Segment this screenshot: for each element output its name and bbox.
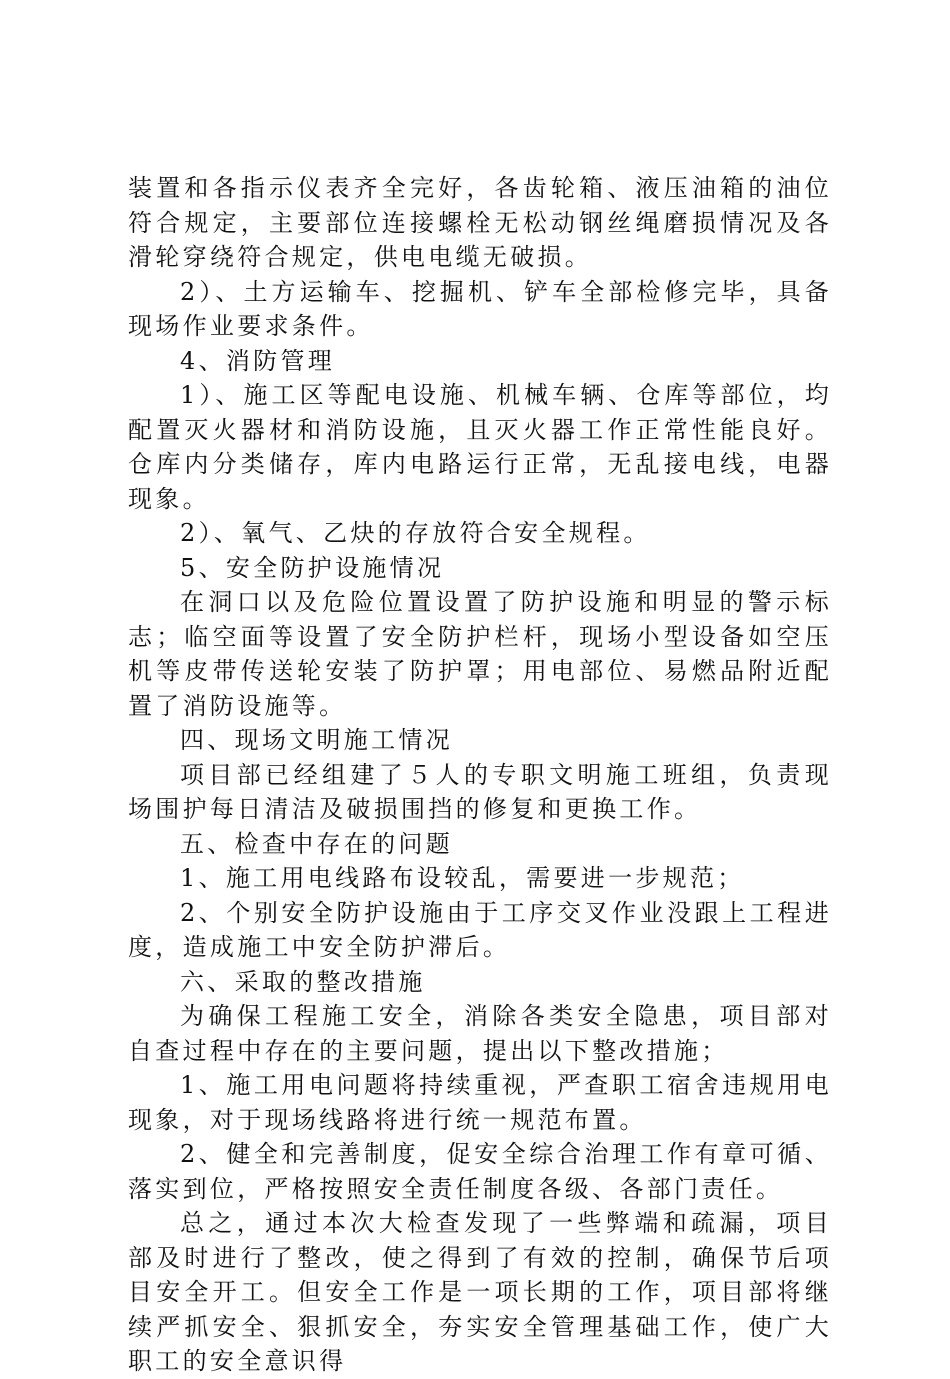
section-heading: 4、消防管理 bbox=[180, 346, 336, 375]
paragraph: 2）、氧气、乙炔的存放符合安全规程。 bbox=[180, 519, 651, 547]
paragraph: 2、个别安全防护设施由于工序交叉作业没跟上工程进度，造成施工中安全防护滞后。 bbox=[128, 898, 832, 961]
section-heading: 六、采取的整改措施 bbox=[180, 967, 426, 996]
paragraph: 2、健全和完善制度，促安全综合治理工作有章可循、落实到位，严格按照安全责任制度各级、各部门责任。 bbox=[128, 1140, 832, 1203]
document-body bbox=[128, 171, 832, 1379]
paragraph: 1、施工用电线路布设较乱，需要进一步规范； bbox=[180, 864, 745, 892]
paragraph: 1、施工用电问题将持续重视，严查职工宿舍违规用电现象，对于现场线路将进行统一规范布置。 bbox=[128, 1071, 832, 1134]
section-heading: 5、安全防护设施情况 bbox=[180, 553, 445, 582]
paragraph: 2）、土方运输车、挖掘机、铲车全部检修完毕，具备现场作业要求条件。 bbox=[128, 277, 832, 340]
paragraph: 为确保工程施工安全，消除各类安全隐患，项目部对自查过程中存在的主要问题，提出以下整改措施； bbox=[128, 1002, 832, 1065]
paragraph: 装置和各指示仪表齐全完好，各齿轮箱、液压油箱的油位符合规定，主要部位连接螺栓无松动钢丝绳磨损情况及各滑轮穿绕符合规定，供电电缆无破损。 bbox=[128, 174, 832, 271]
paragraph: 在洞口以及危险位置设置了防护设施和明显的警示标志；临空面等设置了安全防护栏杆，现场小型设备如空压机等皮带传送轮安装了防护罩；用电部位、易燃品附近配置了消防设施等。 bbox=[128, 588, 832, 720]
section-heading: 五、检查中存在的问题 bbox=[180, 829, 453, 858]
paragraph: 1）、施工区等配电设施、机械车辆、仓库等部位，均配置灭火器材和消防设施，且灭火器工作正常性能良好。仓库内分类储存，库内电路运行正常，无乱接电线，电器现象。 bbox=[128, 381, 832, 513]
section-heading: 四、现场文明施工情况 bbox=[180, 726, 453, 754]
paragraph: 项目部已经组建了５人的专职文明施工班组，负责现场围护每日清洁及破损围挡的修复和更换工作。 bbox=[128, 760, 832, 823]
paragraph: 总之，通过本次大检查发现了一些弊端和疏漏，项目部及时进行了整改，使之得到了有效的控制，确保节后项目安全开工。但安全工作是一项长期的工作，项目部将继续严抓安全、狠抓安全，夯实安全管理基础工作，使广大职工的安全意识得 bbox=[128, 1209, 832, 1375]
